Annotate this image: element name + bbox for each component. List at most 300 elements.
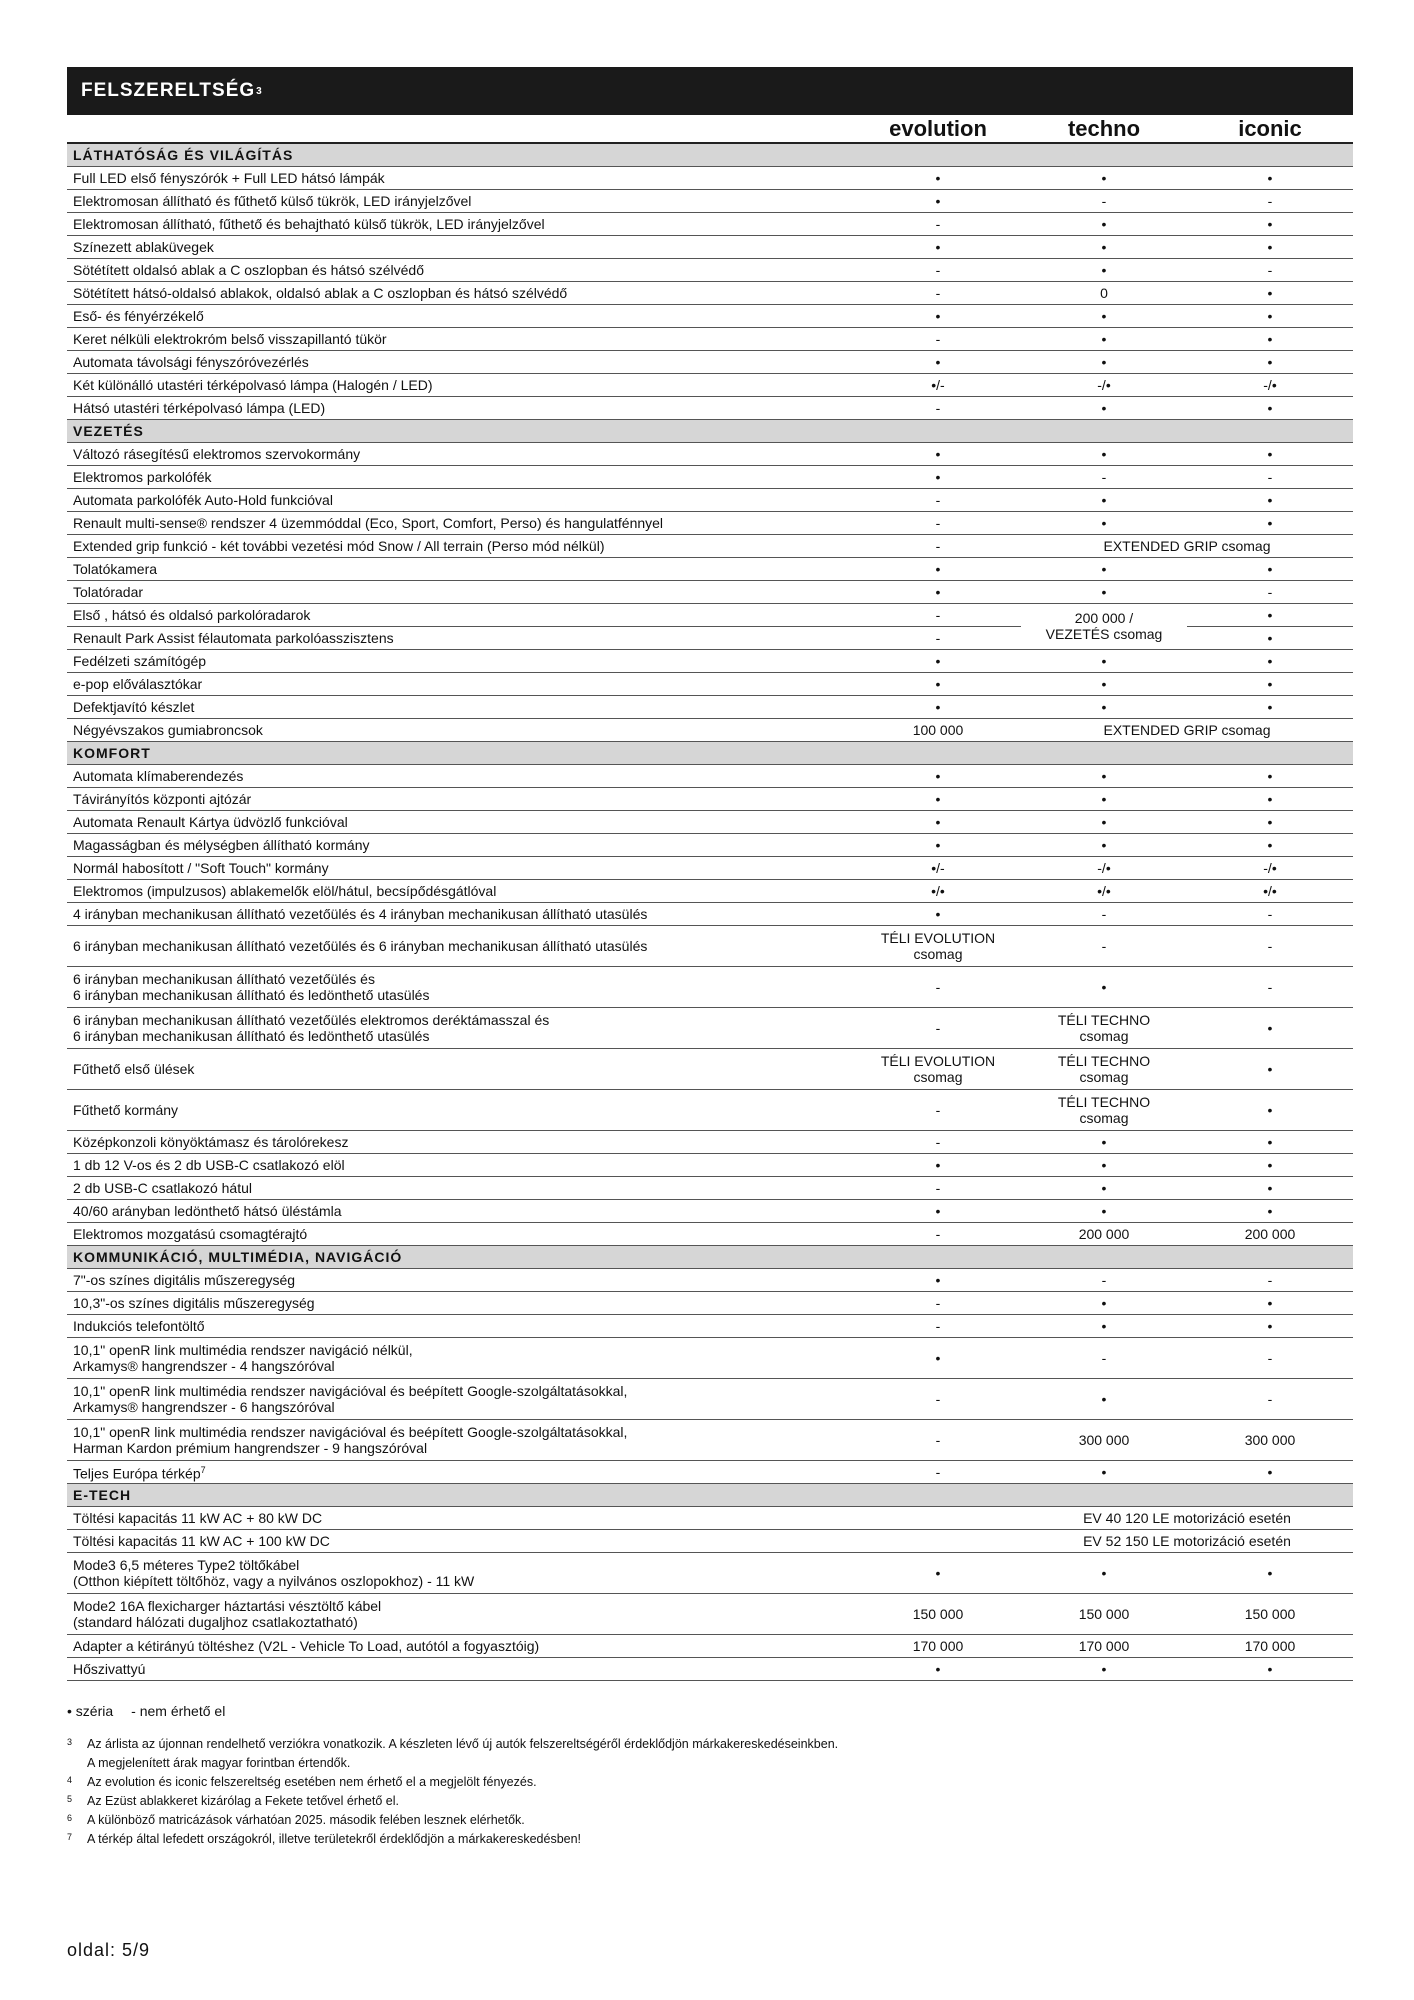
column-evolution: evolution xyxy=(889,116,987,141)
value-evolution: • xyxy=(935,561,941,577)
value-evolution: • xyxy=(935,1157,941,1173)
footnote xyxy=(67,1792,1353,1811)
table-row xyxy=(67,765,1353,788)
table-row xyxy=(67,213,1353,236)
value-techno-iconic: EXTENDED GRIP csomag xyxy=(1103,722,1271,738)
text-line: 10,1" openR link multimédia rendszer navigációval és beépített Google-szolgáltatásokkal, xyxy=(73,1424,628,1440)
legend-series: • széria xyxy=(67,1703,114,1719)
value-evolution: - xyxy=(935,216,941,232)
text-line: 200 000 / xyxy=(1074,610,1134,626)
text-line: Mode3 6,5 méteres Type2 töltőkábel xyxy=(73,1557,300,1573)
row-label xyxy=(67,1594,855,1634)
text-line: Első , hátsó és oldalsó parkolóradarok xyxy=(73,607,311,623)
text-line: Távirányítós központi ajtózár xyxy=(73,791,252,807)
text-line: Arkamys® hangrendszer - 6 hangszóróval xyxy=(73,1399,335,1415)
value-iconic: - xyxy=(1267,938,1273,954)
table-row xyxy=(67,328,1353,351)
table-row xyxy=(67,834,1353,857)
section-header: KOMMUNIKÁCIÓ, MULTIMÉDIA, NAVIGÁCIÓ xyxy=(67,1246,1353,1269)
text-line: Automata Renault Kártya üdvözlő funkcióval xyxy=(73,814,348,830)
footnote-text xyxy=(87,1792,399,1811)
text-line: Fűthető első ülések xyxy=(73,1061,195,1077)
table-row xyxy=(67,1420,1353,1461)
text-line: TÉLI EVOLUTION xyxy=(880,930,996,946)
footnote xyxy=(67,1811,1353,1830)
table-row xyxy=(67,1658,1353,1681)
table-row xyxy=(67,696,1353,719)
text-line: Az evolution és iconic felszereltség esetében nem érhető el a megjelölt fényezés. xyxy=(87,1775,537,1789)
value-iconic: -/• xyxy=(1263,377,1277,393)
page-title-bar xyxy=(67,67,1353,115)
value-iconic: •/• xyxy=(1263,883,1277,899)
text-line: Középkonzoli könyöktámasz és tárolórekesz xyxy=(73,1134,349,1150)
value-evolution: - xyxy=(935,285,941,301)
value-iconic: • xyxy=(1267,515,1273,531)
text-line: Elektromosan állítható és fűthető külső tükrök, LED irányjelzővel xyxy=(73,193,472,209)
table-row xyxy=(67,1269,1353,1292)
value-iconic: • xyxy=(1267,1020,1273,1036)
text-line: csomag xyxy=(1079,1069,1129,1085)
value-evolution: - xyxy=(935,1226,941,1242)
value-evolution: •/- xyxy=(931,377,945,393)
row-label xyxy=(67,190,855,212)
text-line: Automata parkolófék Auto-Hold funkcióval xyxy=(73,492,333,508)
value-techno: • xyxy=(1101,653,1107,669)
footnote-number: 5 xyxy=(67,1794,73,1804)
row-label xyxy=(67,1090,855,1130)
value-techno: • xyxy=(1101,1295,1107,1311)
value-iconic: - xyxy=(1267,193,1273,209)
column-iconic: iconic xyxy=(1238,116,1302,141)
table-row xyxy=(67,903,1353,926)
text-line: TÉLI TECHNO xyxy=(1057,1053,1151,1069)
value-techno: • xyxy=(1101,170,1107,186)
row-label xyxy=(67,1461,855,1483)
row-label xyxy=(67,604,855,626)
value-evolution: •/• xyxy=(931,883,945,899)
table-row xyxy=(67,857,1353,880)
table-row xyxy=(67,650,1353,673)
footnote-number: 3 xyxy=(67,1737,73,1747)
row-label xyxy=(67,466,855,488)
value-evolution: • xyxy=(935,791,941,807)
table-row xyxy=(67,1049,1353,1090)
value-techno: • xyxy=(1101,699,1107,715)
value-iconic: • xyxy=(1267,1565,1273,1581)
value-iconic: - xyxy=(1267,262,1273,278)
text-line: Keret nélküli elektrokróm belső visszapillantó tükör xyxy=(73,331,387,347)
value-iconic: - xyxy=(1267,469,1273,485)
footnote-text xyxy=(87,1811,525,1830)
row-label xyxy=(67,1553,855,1593)
row-label xyxy=(67,834,855,856)
footnotes xyxy=(67,1735,1353,1849)
text-line: 6 irányban mechanikusan állítható és ledönthető utasülés xyxy=(73,987,430,1003)
row-label xyxy=(67,1315,855,1337)
table-row xyxy=(67,673,1353,696)
row-label xyxy=(67,397,855,419)
text-line: Normál habosított / "Soft Touch" kormány xyxy=(73,860,329,876)
value-iconic: • xyxy=(1267,814,1273,830)
text-line: Hátsó utastéri térképolvasó lámpa (LED) xyxy=(73,400,326,416)
table-row xyxy=(67,1200,1353,1223)
value-techno: • xyxy=(1101,1391,1107,1407)
value-evolution: • xyxy=(935,170,941,186)
row-label xyxy=(67,627,855,649)
text-line: csomag xyxy=(913,946,963,962)
table-row xyxy=(67,535,1353,558)
table-row xyxy=(67,167,1353,190)
value-techno: • xyxy=(1101,837,1107,853)
value-techno: - xyxy=(1101,469,1107,485)
value-evolution: • xyxy=(935,768,941,784)
value-techno: •/• xyxy=(1097,883,1111,899)
value-techno xyxy=(1021,1049,1187,1089)
value-iconic: 200 000 xyxy=(1244,1226,1296,1242)
value-evolution: • xyxy=(935,1350,941,1366)
value-evolution: - xyxy=(935,538,941,554)
text-line: 7"-os színes digitális műszeregység xyxy=(73,1272,296,1288)
value-evolution: - xyxy=(935,1391,941,1407)
value-iconic: • xyxy=(1267,492,1273,508)
text-line: 10,1" openR link multimédia rendszer navigációval és beépített Google-szolgáltatásokkal, xyxy=(73,1383,628,1399)
text-line: Változó rásegítésű elektromos szervokormány xyxy=(73,446,361,462)
row-value: EV 40 120 LE motorizáció esetén xyxy=(1083,1510,1291,1526)
value-evolution: 150 000 xyxy=(912,1606,964,1622)
table-row xyxy=(67,788,1353,811)
value-techno: - xyxy=(1101,906,1107,922)
table-row xyxy=(67,1530,1353,1553)
value-iconic: • xyxy=(1267,170,1273,186)
text-line: Elektromos parkolófék xyxy=(73,469,212,485)
table-row xyxy=(67,259,1353,282)
value-techno: • xyxy=(1101,262,1107,278)
value-techno: • xyxy=(1101,1203,1107,1219)
table-row xyxy=(67,967,1353,1008)
row-label xyxy=(67,1177,855,1199)
text-line: Mode2 16A flexicharger háztartási vésztöltő kábel xyxy=(73,1598,382,1614)
row-label xyxy=(67,1338,855,1378)
value-evolution: - xyxy=(935,1432,941,1448)
table-row xyxy=(67,558,1353,581)
table-row xyxy=(67,581,1353,604)
table-row xyxy=(67,443,1353,466)
value-iconic: • xyxy=(1267,653,1273,669)
value-iconic: - xyxy=(1267,979,1273,995)
table-row xyxy=(67,1008,1353,1049)
value-evolution: - xyxy=(935,630,941,646)
footnote-text xyxy=(87,1773,537,1792)
text-line: 6 irányban mechanikusan állítható vezetőülés és 6 irányban mechanikusan állítható utasülés xyxy=(73,938,648,954)
value-evolution: • xyxy=(935,308,941,324)
row-label xyxy=(67,305,855,327)
row-label xyxy=(67,259,855,281)
spec-page xyxy=(67,67,1353,1849)
section-header: E-TECH xyxy=(67,1484,1353,1507)
row-label xyxy=(67,167,855,189)
value-evolution: • xyxy=(935,584,941,600)
table-row xyxy=(67,1594,1353,1635)
value-techno: • xyxy=(1101,814,1107,830)
value-evolution: • xyxy=(935,1203,941,1219)
value-iconic: • xyxy=(1267,768,1273,784)
table-row xyxy=(67,190,1353,213)
row-label xyxy=(67,374,855,396)
row-label xyxy=(67,788,855,810)
row-label xyxy=(67,650,855,672)
value-iconic: - xyxy=(1267,1350,1273,1366)
row-label xyxy=(67,1507,855,1529)
value-techno: • xyxy=(1101,1565,1107,1581)
value-iconic: • xyxy=(1267,1318,1273,1334)
row-label xyxy=(67,581,855,603)
value-evolution: • xyxy=(935,469,941,485)
value-evolution: • xyxy=(935,1565,941,1581)
row-label xyxy=(67,1379,855,1419)
value-iconic: • xyxy=(1267,239,1273,255)
row-label xyxy=(67,236,855,258)
value-iconic: • xyxy=(1267,791,1273,807)
row-label xyxy=(67,880,855,902)
text-line: 6 irányban mechanikusan állítható és ledönthető utasülés xyxy=(73,1028,430,1044)
value-techno: • xyxy=(1101,1157,1107,1173)
text-line: Arkamys® hangrendszer - 4 hangszóróval xyxy=(73,1358,335,1374)
value-evolution: - xyxy=(935,607,941,623)
text-line: Full LED első fényszórók + Full LED hátsó lámpák xyxy=(73,170,385,186)
value-iconic: • xyxy=(1267,308,1273,324)
text-line: TÉLI TECHNO xyxy=(1057,1012,1151,1028)
text-line: 6 irányban mechanikusan állítható vezetőülés és xyxy=(73,971,375,987)
table-row xyxy=(67,1223,1353,1246)
text-line: Két különálló utastéri térképolvasó lámpa (Halogén / LED) xyxy=(73,377,433,393)
row-label xyxy=(67,673,855,695)
text-line: Sötétített hátsó-oldalsó ablakok, oldalsó ablak a C oszlopban és hátsó szélvédő xyxy=(73,285,568,301)
table-row xyxy=(67,1379,1353,1420)
row-label xyxy=(67,1530,855,1552)
row-label xyxy=(67,443,855,465)
row-label xyxy=(67,282,855,304)
text-line: csomag xyxy=(1079,1110,1129,1126)
table-row xyxy=(67,1461,1353,1484)
table-row xyxy=(67,1635,1353,1658)
text-line: Extended grip funkció - két további vezetési mód Snow / All terrain (Perso mód nélkül) xyxy=(73,538,605,554)
value-techno: - xyxy=(1101,193,1107,209)
value-iconic: - xyxy=(1267,1272,1273,1288)
row-label xyxy=(67,811,855,833)
row-label xyxy=(67,558,855,580)
value-techno: -/• xyxy=(1097,860,1111,876)
row-label xyxy=(67,1131,855,1153)
value-techno: • xyxy=(1101,561,1107,577)
value-techno xyxy=(1021,1090,1187,1130)
value-evolution: - xyxy=(935,979,941,995)
value-evolution: - xyxy=(935,1020,941,1036)
value-iconic: • xyxy=(1267,1134,1273,1150)
value-techno xyxy=(1021,1008,1187,1048)
value-iconic: • xyxy=(1267,1157,1273,1173)
value-evolution: - xyxy=(935,1180,941,1196)
row-label xyxy=(67,1635,855,1657)
value-evolution: •/- xyxy=(931,860,945,876)
text-line: Automata klímaberendezés xyxy=(73,768,244,784)
text-line: Renault multi-sense® rendszer 4 üzemmóddal (Eco, Sport, Comfort, Perso) és hangulatfénnyel xyxy=(73,515,664,531)
legend xyxy=(67,1703,1353,1719)
value-techno: - xyxy=(1101,1272,1107,1288)
value-iconic: • xyxy=(1267,699,1273,715)
value-evolution: - xyxy=(935,1102,941,1118)
text-line: Indukciós telefontöltő xyxy=(73,1318,205,1334)
value-evolution: - xyxy=(935,1464,941,1480)
footnote-ref: 7 xyxy=(200,1465,206,1476)
text-line: Sötétített oldalsó ablak a C oszlopban és hátsó szélvédő xyxy=(73,262,424,278)
table-row xyxy=(67,305,1353,328)
value-evolution: - xyxy=(935,331,941,347)
value-evolution: • xyxy=(935,193,941,209)
value-iconic: • xyxy=(1267,1661,1273,1677)
row-label xyxy=(67,535,855,557)
table-row xyxy=(67,351,1353,374)
spec-table xyxy=(67,144,1353,1681)
value-techno: - xyxy=(1101,938,1107,954)
row-label xyxy=(67,328,855,350)
text-line: A megjelenített árak magyar forintban értendők. xyxy=(87,1756,351,1770)
text-line: Fűthető kormány xyxy=(73,1102,179,1118)
value-iconic: • xyxy=(1267,607,1273,623)
value-evolution: • xyxy=(935,676,941,692)
footnote-number: 4 xyxy=(67,1775,73,1785)
text-line: A térkép által lefedett országokról, illetve területekről érdeklődjön a márkakereskedésben! xyxy=(87,1832,582,1846)
text-line: 10,1" openR link multimédia rendszer navigáció nélkül, xyxy=(73,1342,413,1358)
text-line: 2 db USB-C csatlakozó hátul xyxy=(73,1180,252,1196)
row-label xyxy=(67,857,855,879)
value-iconic: -/• xyxy=(1263,860,1277,876)
footnote xyxy=(67,1773,1353,1792)
text-line: (Otthon kiépített töltőhöz, vagy a nyilvános oszlopokhoz) - 11 kW xyxy=(73,1573,475,1589)
table-row xyxy=(67,1292,1353,1315)
value-techno: • xyxy=(1101,331,1107,347)
value-techno: • xyxy=(1101,308,1107,324)
value-iconic: - xyxy=(1267,906,1273,922)
row-label xyxy=(67,1658,855,1680)
value-techno: • xyxy=(1101,676,1107,692)
row-label xyxy=(67,1008,855,1048)
value-iconic: 300 000 xyxy=(1244,1432,1296,1448)
value-iconic: • xyxy=(1267,331,1273,347)
text-line: Elektromos mozgatású csomagtérajtó xyxy=(73,1226,308,1242)
value-evolution: - xyxy=(935,515,941,531)
section-header: VEZETÉS xyxy=(67,420,1353,443)
text-line: Elektromosan állítható, fűthető és behajtható külső tükrök, LED irányjelzővel xyxy=(73,216,545,232)
table-row xyxy=(67,489,1353,512)
value-iconic: • xyxy=(1267,1295,1273,1311)
text-line: (standard hálózati dugaljhoz csatlakoztatható) xyxy=(73,1614,358,1630)
text-line: Renault Park Assist félautomata parkolóasszisztens xyxy=(73,630,394,646)
value-evolution: • xyxy=(935,1661,941,1677)
row-label xyxy=(67,1420,855,1460)
value-techno: • xyxy=(1101,979,1107,995)
text-line: Elektromos (impulzusos) ablakemelők elöl/hátul, becsípődésgátlóval xyxy=(73,883,497,899)
column-techno: techno xyxy=(1067,116,1141,141)
value-iconic: • xyxy=(1267,446,1273,462)
footnote-number: 7 xyxy=(67,1832,73,1842)
value-evolution: 170 000 xyxy=(912,1638,964,1654)
value-iconic: • xyxy=(1267,216,1273,232)
table-row xyxy=(67,466,1353,489)
value-evolution: • xyxy=(935,699,941,715)
value-techno: 0 xyxy=(1100,285,1108,301)
value-iconic: • xyxy=(1267,837,1273,853)
table-row xyxy=(67,1338,1353,1379)
value-evolution: • xyxy=(935,814,941,830)
table-row xyxy=(67,1553,1353,1594)
text-line: 6 irányban mechanikusan állítható vezetőülés elektromos deréktámasszal és xyxy=(73,1012,550,1028)
section-header: LÁTHATÓSÁG ÉS VILÁGÍTÁS xyxy=(67,144,1353,167)
text-line: TÉLI EVOLUTION xyxy=(880,1053,996,1069)
text-line: Adapter a kétirányú töltéshez (V2L - Vehicle To Load, autótól a fogyasztóig) xyxy=(73,1638,540,1654)
title-footnote-ref: 3 xyxy=(256,85,263,97)
value-evolution: • xyxy=(935,239,941,255)
value-techno: • xyxy=(1101,216,1107,232)
value-techno: • xyxy=(1101,239,1107,255)
value-iconic: • xyxy=(1267,630,1273,646)
text-line: e-pop előválasztókar xyxy=(73,676,203,692)
column-header-row xyxy=(67,115,1353,144)
text-line: Színezett ablaküvegek xyxy=(73,239,214,255)
table-row xyxy=(67,1315,1353,1338)
value-techno: • xyxy=(1101,446,1107,462)
value-iconic: • xyxy=(1267,676,1273,692)
table-row xyxy=(67,880,1353,903)
text-line: Eső- és fényérzékelő xyxy=(73,308,204,324)
value-techno: • xyxy=(1101,1661,1107,1677)
row-label xyxy=(67,512,855,534)
value-techno: 300 000 xyxy=(1078,1432,1130,1448)
section-header: KOMFORT xyxy=(67,742,1353,765)
value-techno xyxy=(1021,604,1187,642)
table-row xyxy=(67,374,1353,397)
row-label xyxy=(67,696,855,718)
text-line: Hőszivattyú xyxy=(73,1661,146,1677)
row-value: EV 52 150 LE motorizáció esetén xyxy=(1083,1533,1291,1549)
value-evolution: - xyxy=(935,1134,941,1150)
text-line: Négyévszakos gumiabroncsok xyxy=(73,722,263,738)
legend-not-available: - nem érhető el xyxy=(131,1703,226,1719)
text-line: A különböző matricázások várhatóan 2025. második felében lesznek elérhetők. xyxy=(87,1813,525,1827)
text-line: Az árlista az újonnan rendelhető verziókra vonatkozik. A készleten lévő új autók felszereltségéről érdeklődjön márkakereskedéseinkben. xyxy=(87,1737,839,1751)
value-techno: 200 000 xyxy=(1078,1226,1130,1242)
text-line: TÉLI TECHNO xyxy=(1057,1094,1151,1110)
footnote xyxy=(67,1735,1353,1773)
value-techno: • xyxy=(1101,584,1107,600)
value-iconic: 170 000 xyxy=(1244,1638,1296,1654)
value-iconic: • xyxy=(1267,1102,1273,1118)
row-label xyxy=(67,489,855,511)
value-iconic: - xyxy=(1267,584,1273,600)
text-line: Defektjavító készlet xyxy=(73,699,195,715)
value-techno: 150 000 xyxy=(1078,1606,1130,1622)
value-evolution: • xyxy=(935,446,941,462)
text-line: 10,3"-os színes digitális műszeregység xyxy=(73,1295,315,1311)
footnote-text xyxy=(87,1830,581,1849)
value-evolution: • xyxy=(935,906,941,922)
text-line: Töltési kapacitás 11 kW AC + 80 kW DC xyxy=(73,1510,323,1526)
text-line: csomag xyxy=(1079,1028,1129,1044)
value-iconic: - xyxy=(1267,1391,1273,1407)
row-label xyxy=(67,1223,855,1245)
merged-package-text xyxy=(1021,608,1187,644)
text-line: Fedélzeti számítógép xyxy=(73,653,207,669)
table-row xyxy=(67,926,1353,967)
